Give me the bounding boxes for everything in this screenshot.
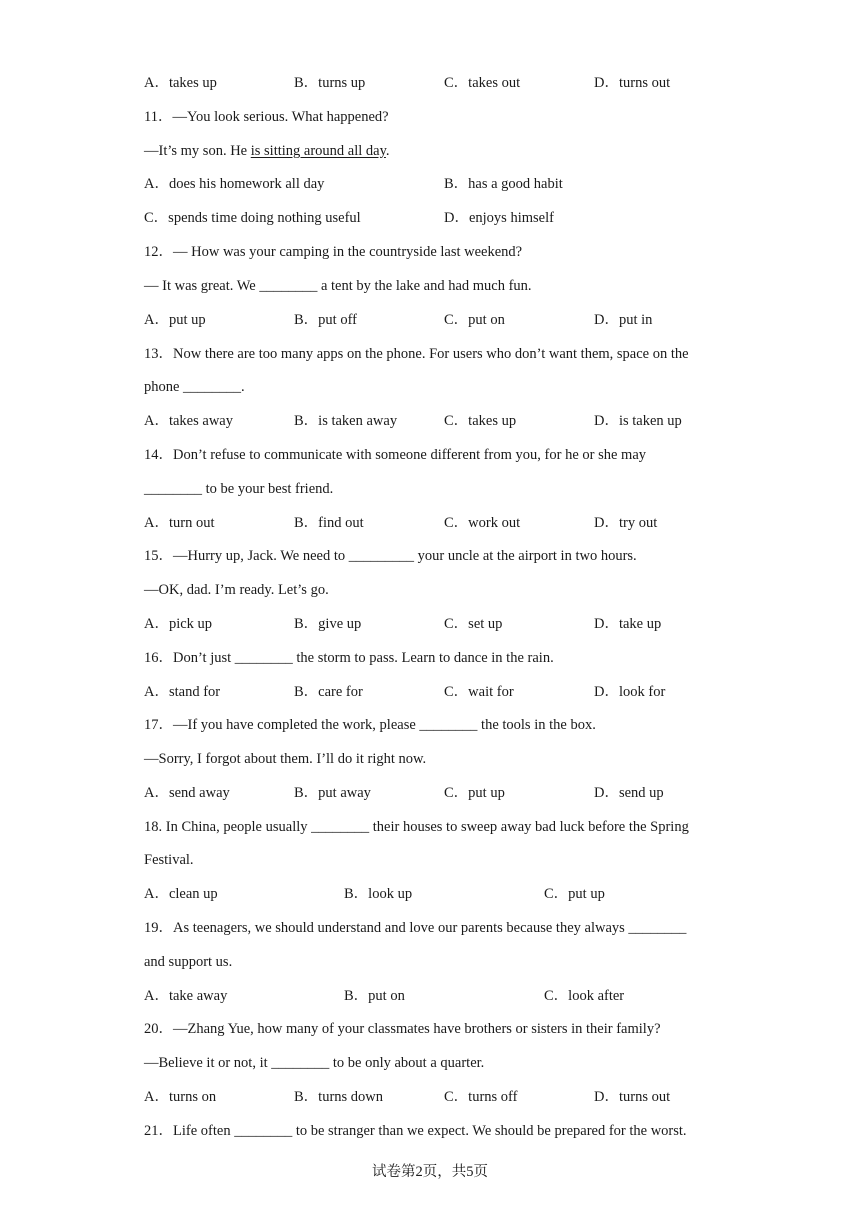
q19-question-line2: and support us. — [144, 954, 233, 970]
q18-question-line2: Festival. — [144, 852, 194, 868]
q11-option-a: A．does his homework all day — [144, 176, 325, 192]
q21-question: 21．Life often ________ to be stranger than we expect. We should be prepared for the worst. — [144, 1123, 687, 1139]
q20-answer: —Believe it or not, it ________ to be only about a quarter. — [144, 1055, 485, 1071]
q12-option-b: B．put off — [294, 312, 357, 328]
q12-option-c: C．put on — [444, 312, 505, 328]
q13-question-line1: 13．Now there are too many apps on the phone. For users who don’t want them, space on the — [144, 346, 689, 362]
q18-question-line1: 18. In China, people usually ________ their houses to sweep away bad luck before the Spring — [144, 819, 689, 835]
q20-question: 20．—Zhang Yue, how many of your classmates have brothers or sisters in their family? — [144, 1021, 661, 1037]
q15-option-c: C．set up — [444, 616, 503, 632]
q12-option-a: A．put up — [144, 312, 206, 328]
q16-option-a: A．stand for — [144, 684, 221, 700]
q13-option-a: A．takes away — [144, 413, 233, 429]
q17-option-a: A．send away — [144, 785, 230, 801]
q11-answer — [144, 142, 390, 160]
q19-option-a: A．take away — [144, 988, 228, 1004]
q20-option-b: B．turns down — [294, 1089, 384, 1105]
q11-option-b: B．has a good habit — [444, 176, 563, 192]
q13-option-b: B．is taken away — [294, 413, 398, 429]
q16-option-d: D．look for — [594, 684, 666, 700]
q13-question-line2: phone ________. — [144, 379, 245, 395]
q17-answer: —Sorry, I forgot about them. I’ll do it right now. — [144, 751, 427, 767]
q10-option-b: B．turns up — [294, 75, 366, 91]
q14-option-c: C．work out — [444, 515, 521, 531]
q18-option-a: A．clean up — [144, 886, 218, 902]
q12-question: 12．— How was your camping in the countryside last weekend? — [144, 244, 523, 260]
page-footer: 试卷第2页，共5页 — [372, 1164, 488, 1180]
q10-option-c: C．takes out — [444, 75, 521, 91]
q10-option-a: A．takes up — [144, 75, 217, 91]
q19-option-c: C．look after — [544, 988, 625, 1004]
q13-option-c: C．takes up — [444, 413, 517, 429]
q15-option-a: A．pick up — [144, 616, 213, 632]
q20-option-a: A．turns on — [144, 1089, 217, 1105]
q13-option-d: D．is taken up — [594, 413, 682, 429]
q11-option-c: C．spends time doing nothing useful — [144, 210, 361, 226]
q17-question: 17．—If you have completed the work, please ________ the tools in the box. — [144, 717, 596, 733]
q18-option-c: C．put up — [544, 886, 605, 902]
q12-option-d: D．put in — [594, 312, 653, 328]
q15-answer: —OK, dad. I’m ready. Let’s go. — [144, 582, 329, 598]
q14-question-line2: ________ to be your best friend. — [144, 481, 334, 497]
q17-option-d: D．send up — [594, 785, 664, 801]
q17-option-b: B．put away — [294, 785, 371, 801]
q15-option-b: B．give up — [294, 616, 362, 632]
q16-option-c: C．wait for — [444, 684, 514, 700]
q17-option-c: C．put up — [444, 785, 505, 801]
q14-option-d: D．try out — [594, 515, 658, 531]
q11-option-d: D．enjoys himself — [444, 210, 554, 226]
q15-option-d: D．take up — [594, 616, 662, 632]
q11-answer-post: . — [385, 143, 390, 159]
q14-option-b: B．find out — [294, 515, 364, 531]
q15-question: 15．—Hurry up, Jack. We need to _________ your uncle at the airport in two hours. — [144, 548, 637, 564]
q11-question: 11．—You look serious. What happened? — [144, 109, 389, 125]
q12-answer: — It was great. We ________ a tent by the lake and had much fun. — [144, 278, 532, 294]
q11-answer-pre: —It’s my son. He — [144, 143, 251, 159]
q14-question-line1: 14．Don’t refuse to communicate with someone different from you, for he or she may — [144, 447, 646, 463]
q14-option-a: A．turn out — [144, 515, 215, 531]
q16-question: 16．Don’t just ________ the storm to pass. Learn to dance in the rain. — [144, 650, 554, 666]
q16-option-b: B．care for — [294, 684, 363, 700]
q10-option-d: D．turns out — [594, 75, 671, 91]
q19-option-b: B．put on — [344, 988, 405, 1004]
q19-question-line1: 19．As teenagers, we should understand and love our parents because they always ________ — [144, 920, 687, 936]
q18-option-b: B．look up — [344, 886, 413, 902]
q20-option-c: C．turns off — [444, 1089, 518, 1105]
q11-underlined-phrase: is sitting around all day — [250, 143, 386, 159]
q20-option-d: D．turns out — [594, 1089, 671, 1105]
